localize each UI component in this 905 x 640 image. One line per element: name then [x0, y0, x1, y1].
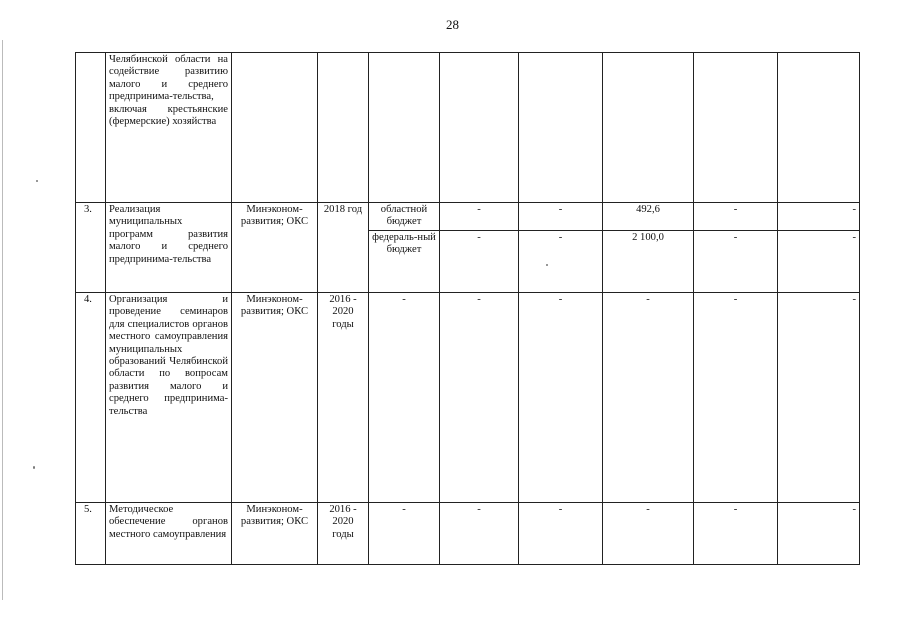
table-row [76, 203, 860, 231]
measure-name: Челябинской области на содействие развитию малого и среднего предпринима-тельства, включая крестьянские (фермерские) хозяйства [106, 53, 232, 203]
program-measures-table [75, 52, 860, 565]
value-cell [440, 53, 519, 203]
funding-source-cell: областной бюджет [369, 203, 440, 231]
value-cell: - [694, 293, 778, 503]
period-cell: 2018 год [318, 203, 369, 293]
value-cell: - [694, 203, 778, 231]
value-cell: - [519, 203, 603, 231]
value-cell: - [778, 293, 860, 503]
row-number: 3. [76, 203, 106, 293]
value-cell [778, 53, 860, 203]
scan-speck [546, 264, 548, 266]
scan-speck [36, 180, 38, 182]
value-cell: - [440, 503, 519, 565]
value-cell: - [694, 231, 778, 293]
value-cell: - [440, 203, 519, 231]
executor-cell: Минэконом-развития; ОКС [232, 293, 318, 503]
value-cell: - [603, 503, 694, 565]
funding-source-cell: - [369, 293, 440, 503]
executor-cell [232, 53, 318, 203]
value-cell: - [694, 503, 778, 565]
scan-edge-line [2, 40, 3, 600]
value-cell: - [440, 293, 519, 503]
value-cell: - [519, 503, 603, 565]
value-cell [519, 53, 603, 203]
value-cell: - [519, 231, 603, 293]
row-number: 4. [76, 293, 106, 503]
value-cell: - [603, 293, 694, 503]
scan-speck [33, 466, 35, 469]
value-cell: 492,6 [603, 203, 694, 231]
value-cell: - [778, 231, 860, 293]
measure-name: Методическое обеспечение органов местного самоуправления [106, 503, 232, 565]
value-cell: - [778, 503, 860, 565]
funding-source-cell: - [369, 503, 440, 565]
table-row [76, 503, 860, 565]
executor-cell: Минэконом-развития; ОКС [232, 503, 318, 565]
funding-source-cell: федераль-ный бюджет [369, 231, 440, 293]
row-number [76, 53, 106, 203]
value-cell: - [519, 293, 603, 503]
value-cell: 2 100,0 [603, 231, 694, 293]
period-cell: 2016 - 2020 годы [318, 503, 369, 565]
page-number: 28 [446, 17, 459, 32]
executor-cell: Минэконом-развития; ОКС [232, 203, 318, 293]
table-row [76, 293, 860, 503]
measure-name: Организация и проведение семинаров для специалистов органов местного самоуправления муниципальных образований Челябинской области по вопросам развития малого и среднего предпринима-тельства [106, 293, 232, 503]
value-cell [603, 53, 694, 203]
period-cell: 2016 - 2020 годы [318, 293, 369, 503]
value-cell: - [778, 203, 860, 231]
measure-name: Реализация муниципальных программ развития малого и среднего предпринима-тельства [106, 203, 232, 293]
funding-source-cell [369, 53, 440, 203]
table-row [76, 53, 860, 203]
row-number: 5. [76, 503, 106, 565]
period-cell [318, 53, 369, 203]
value-cell [694, 53, 778, 203]
value-cell: - [440, 231, 519, 293]
